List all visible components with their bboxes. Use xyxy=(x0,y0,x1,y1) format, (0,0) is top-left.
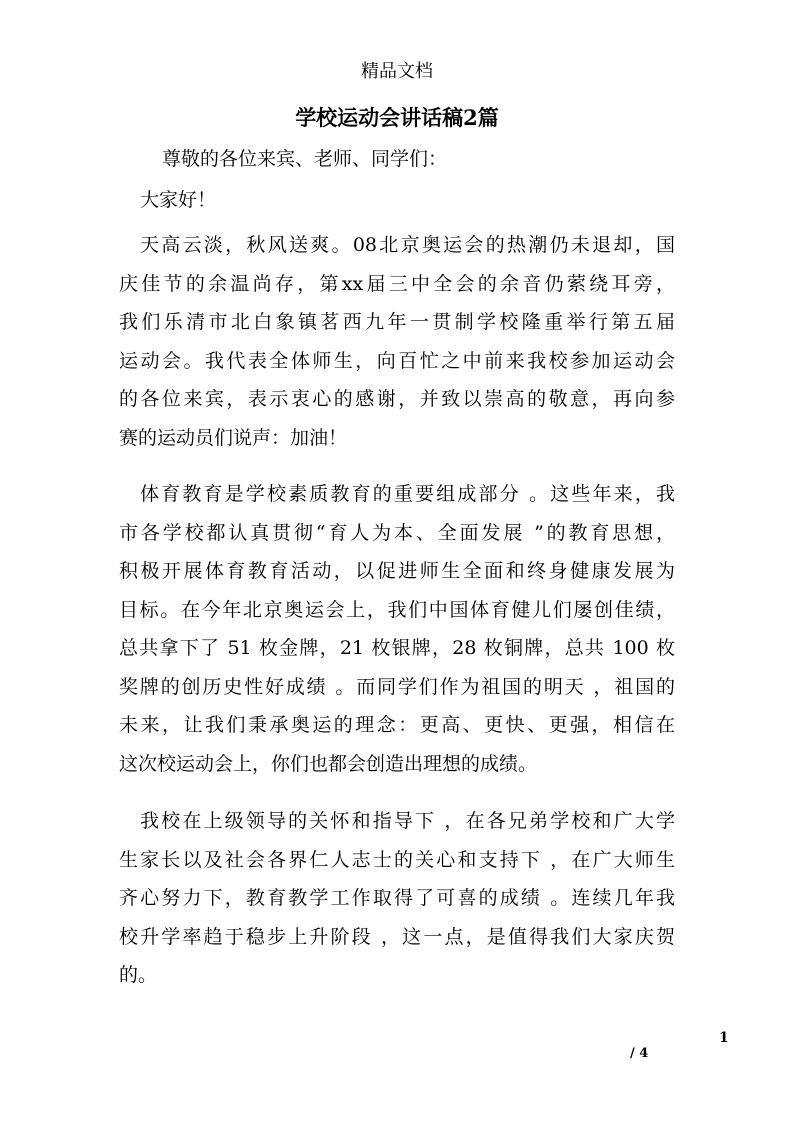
paragraph-line: 奖牌的创历史性好成绩 。而同学们作为祖国的明天 ，祖国的 xyxy=(119,675,675,698)
paragraph-line: 我们乐清市北白象镇茗西九年一贯制学校隆重举行第五届 xyxy=(119,311,675,333)
paragraph-line: 积极开展体育教育活动，以促进师生全面和终身健康发展为 xyxy=(119,560,675,582)
paragraph-line: 校升学率趋于稳步上升阶段 ，这一点，是值得我们大家庆贺 xyxy=(119,925,675,948)
paragraph-line: 的各位来宾，表示衷心的感谢，并致以崇高的敬意，再向参 xyxy=(119,388,675,410)
greeting-line: 尊敬的各位来宾、老师、同学们： xyxy=(162,148,448,170)
paragraph-line: 生家长以及社会各界仁人志士的关心和支持下 ，在广大师生 xyxy=(119,848,675,871)
body-paragraph xyxy=(119,475,675,783)
paragraph-line: 目标。在今年北京奥运会上，我们中国体育健儿们屡创佳绩， xyxy=(119,598,675,621)
page-total: / 4 xyxy=(630,1046,649,1061)
paragraph-line: 赛的运动员们说声：加油！ xyxy=(119,426,348,449)
body-paragraph xyxy=(119,226,675,457)
document-title: 学校运动会讲话稿2篇 xyxy=(295,105,499,130)
paragraph-line: 未来，让我们秉承奥运的理念：更高、更快、更强，相信在 xyxy=(119,714,675,736)
hello-line: 大家好！ xyxy=(140,189,217,211)
paragraph-line: 的。 xyxy=(119,964,158,986)
document-header: 精品文档 xyxy=(361,61,433,82)
body-paragraph xyxy=(119,802,675,995)
paragraph-line: 我校在上级领导的关怀和指导下 ，在各兄弟学校和广大学 xyxy=(140,810,675,832)
paragraph-line: 庆佳节的余温尚存，第xx届三中全会的余音仍萦绕耳旁， xyxy=(119,272,675,295)
paragraph-line: 齐心努力下，教育教学工作取得了可喜的成绩 。连续几年我 xyxy=(119,887,675,909)
paragraph-line: 这次校运动会上，你们也都会创造出理想的成绩。 xyxy=(119,752,538,775)
paragraph-line: 天高云淡，秋风送爽。08北京奥运会的热潮仍未退却，国 xyxy=(140,234,675,256)
page-number: 1 xyxy=(719,1030,729,1046)
paragraph-line: 总共拿下了 51 枚金牌，21 枚银牌，28 枚铜牌，总共 100 枚 xyxy=(119,637,675,659)
paragraph-line: 体育教育是学校素质教育的重要组成部分 。这些年来，我 xyxy=(140,483,675,505)
paragraph-line: 市各学校都认真贯彻“育人为本、全面发展 ”的教育思想， xyxy=(119,521,675,544)
paragraph-line: 运动会。我代表全体师生，向百忙之中前来我校参加运动会 xyxy=(119,349,675,372)
